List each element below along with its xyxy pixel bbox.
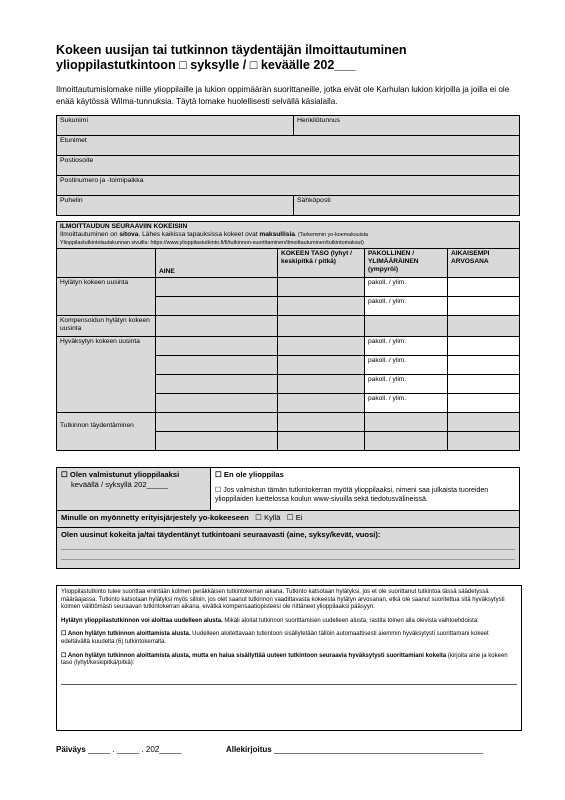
pakoll-choice[interactable]: pakoll. / ylim.	[365, 337, 448, 356]
ssn-label: Henkilötunnus	[297, 117, 341, 124]
ei-checkbox[interactable]: ☐ Ei	[286, 513, 303, 522]
exam-input[interactable]	[448, 356, 520, 375]
surname-label: Sukunimi	[60, 117, 88, 124]
postal-field[interactable]	[57, 176, 520, 196]
phone-field[interactable]	[57, 196, 294, 216]
row-kompensoidun-label: Kompensoidun hylätyn kokeen uusinta	[57, 316, 156, 337]
pakoll-choice[interactable]: pakoll. / ylim.	[365, 278, 448, 297]
exam-url: Ylioppilastutkintolautakunnan sivuilla: https://www.ylioppilastutkinto.fi/fi/tutkinnon-suorittaminen/ilmoittautuminen/tutkintomaksut)	[60, 240, 364, 246]
exam-input[interactable]	[278, 375, 365, 394]
exam-input[interactable]	[278, 432, 365, 451]
ei-ylioppilas-checkbox[interactable]: ☐ En ole ylioppilas	[215, 470, 284, 479]
title-line-2: ylioppilastutkintoon □ syksylle / □ keväälle 202___	[56, 58, 356, 72]
email-label: Sähköposti	[297, 197, 331, 204]
exam-input[interactable]	[365, 432, 448, 451]
phone-label: Puhelin	[60, 197, 83, 204]
exam-input[interactable]	[156, 356, 278, 375]
exam-input[interactable]	[448, 316, 520, 337]
exam-input[interactable]	[448, 278, 520, 297]
postal-label: Postinumero ja -toimipaikka	[60, 177, 144, 184]
firstnames-field[interactable]	[57, 136, 520, 156]
valmistunut-checkbox[interactable]: ☐ Olen valmistunut ylioppilaaksi keväällä / syksyllä 202_____	[57, 468, 211, 511]
exam-input[interactable]	[156, 432, 278, 451]
title-line-1: Kokeen uusijan tai tutkinnon täydentäjän ilmoittautuminen	[56, 43, 407, 57]
exam-input[interactable]	[278, 297, 365, 316]
intro-text: Ilmoittautumislomake niille ylioppilaille ja lukion oppimäärän suorittaneille, jotka eivät ole Karhulan lukion kirjoilla ja joilla ei ole enää käytössä Wilma-tunnuksia. Täytä lomake huolellisesti selvällä käsialalla.	[56, 85, 510, 106]
exam-input[interactable]	[156, 394, 278, 413]
exam-table	[56, 221, 520, 451]
pakoll-choice[interactable]: pakoll. / ylim.	[365, 356, 448, 375]
firstnames-label: Etunimet	[60, 137, 87, 144]
surname-field[interactable]	[57, 116, 294, 136]
kylla-checkbox[interactable]: ☐ Kyllä	[255, 513, 281, 522]
exam-input[interactable]	[156, 316, 278, 337]
status-table	[56, 467, 520, 569]
exam-input[interactable]	[156, 375, 278, 394]
exam-input[interactable]	[278, 413, 365, 432]
restart-option-1[interactable]: ☐ Anon hylätyn tutkinnon aloittamista alusta. Uudelleen aloitettavaan tutkintoon sisällytetään tällöin automaattisesti aiemmin hyväksytysti suorittamani kokeet edeltävältä kuudelta (6) tutkintokerralta.	[61, 631, 489, 645]
signature-field[interactable]: _______________________________________________	[273, 745, 484, 754]
col-pakollinen: PAKOLLINEN / YLIMÄÄRÄINEN (ympyröi)	[365, 249, 448, 278]
col-taso: KOKEEN TASO (lyhyt / keskipitkä / pitkä)	[278, 249, 365, 278]
info-p1: Ylioppilastutkinto tulee suorittaa enintään kolmen peräkkäisen tutkintokerran aikana. Tutkinto katsotaan hylätyksi, jos et ole suorittanut tutkintoa tässä säädetyssä määräajassa. Tutkinto katsotaan hylätyksi myös silloin, jos olet saanut tutkinnon vaadittavasta kokeesta hylätyn arvosanan, etkä ole saanut suoritettua sitä hyväksytysti kolmen välittömästi seuraavan tutkintokerran aikana, eivätkä kompensaatiopisteesi ole riittäneet ylioppilaaksi pääsyyn.	[61, 589, 505, 611]
address-field[interactable]	[57, 156, 520, 176]
pakoll-choice[interactable]: pakoll. / ylim.	[365, 297, 448, 316]
form-title	[56, 43, 526, 73]
exam-binding-note: Ilmoittautuminen on sitova. Lähes kaikissa tapauksissa kokeet ovat maksullisia. (Tarkemmin yo-koemaksuista	[60, 231, 369, 238]
ssn-field[interactable]	[294, 116, 520, 136]
ei-ylioppilas-box	[211, 468, 520, 511]
erityis-row	[57, 511, 520, 528]
uusinut-label: Olen uusinut kokeita ja/tai täydentänyt tutkintoani seuraavasti (aine, syksy/kevät, vuosi):	[61, 530, 381, 539]
pakoll-choice[interactable]: pakoll. / ylim.	[365, 375, 448, 394]
signature-row	[56, 745, 526, 754]
erityis-label: Minulle on myönnetty erityisjärjestely yo-kokeeseen	[61, 513, 249, 522]
exam-input[interactable]	[156, 278, 278, 297]
exam-heading: ILMOITTAUDUN SEURAAVIIN KOKEISIIN	[60, 223, 188, 230]
date-label: Päiväys	[56, 745, 86, 754]
exam-input[interactable]	[156, 413, 278, 432]
exam-input[interactable]	[448, 394, 520, 413]
uusinut-field[interactable]	[57, 528, 520, 569]
exam-input[interactable]	[278, 316, 365, 337]
restart-option-2[interactable]: ☐ Anon hylätyn tutkinnon aloittamista alusta, mutta en halua sisällyttää uuteen tutkintoon seuraavia hyväksytysti suorittamiani kokeita (kirjoita aine ja kokeen taso (lyhyt/keskipitkä/pitkä):	[61, 652, 508, 667]
signature-label: Allekirjoitus	[225, 745, 272, 754]
exam-input[interactable]	[278, 356, 365, 375]
exam-input[interactable]	[365, 316, 448, 337]
row-hylatty-label: Hylätyn kokeen uusinta	[57, 278, 156, 316]
exam-input[interactable]	[278, 394, 365, 413]
date-field[interactable]: _____ . _____ . 202_____	[88, 745, 182, 754]
info-box	[56, 585, 522, 731]
julkaisu-checkbox[interactable]: ☐ Jos valmistun tämän tutkintokerran myötä ylioppilaaksi, nimeni saa julkaista tuoreiden ylioppilaiden luettelossa koulun www-sivuilla sekä tiedotusvälineissä.	[215, 487, 489, 503]
pakoll-choice[interactable]: pakoll. / ylim.	[365, 394, 448, 413]
personal-info-table	[56, 115, 520, 216]
exam-input[interactable]	[278, 337, 365, 356]
exam-input[interactable]	[448, 432, 520, 451]
exam-input[interactable]	[278, 278, 365, 297]
email-field[interactable]	[294, 196, 520, 216]
exam-input[interactable]	[448, 413, 520, 432]
exam-input[interactable]	[448, 337, 520, 356]
info-p2: Hylätyn ylioppilastutkinnon voi aloittaa uudelleen alusta. Mikäli aloitat tutkinnon suorittamisen uudelleen alusta, rastita toinen alla olevista vaihtoehdoista:	[61, 617, 479, 624]
exam-header	[57, 222, 520, 249]
exam-input[interactable]	[448, 297, 520, 316]
exam-input[interactable]	[156, 337, 278, 356]
exclusion-input-line[interactable]	[61, 674, 517, 685]
col-aikaisempi: AIKAISEMPI ARVOSANA	[448, 249, 520, 278]
exam-input[interactable]	[156, 297, 278, 316]
row-tutkinnon-label: Tutkinnon täydentäminen	[57, 413, 156, 451]
row-hyvaksytyn-label: Hyväksytyn kokeen uusinta	[57, 337, 156, 413]
exam-input[interactable]	[448, 375, 520, 394]
exam-input[interactable]	[365, 413, 448, 432]
col-aine: AINE	[156, 249, 278, 278]
address-label: Postiosoite	[60, 157, 94, 164]
